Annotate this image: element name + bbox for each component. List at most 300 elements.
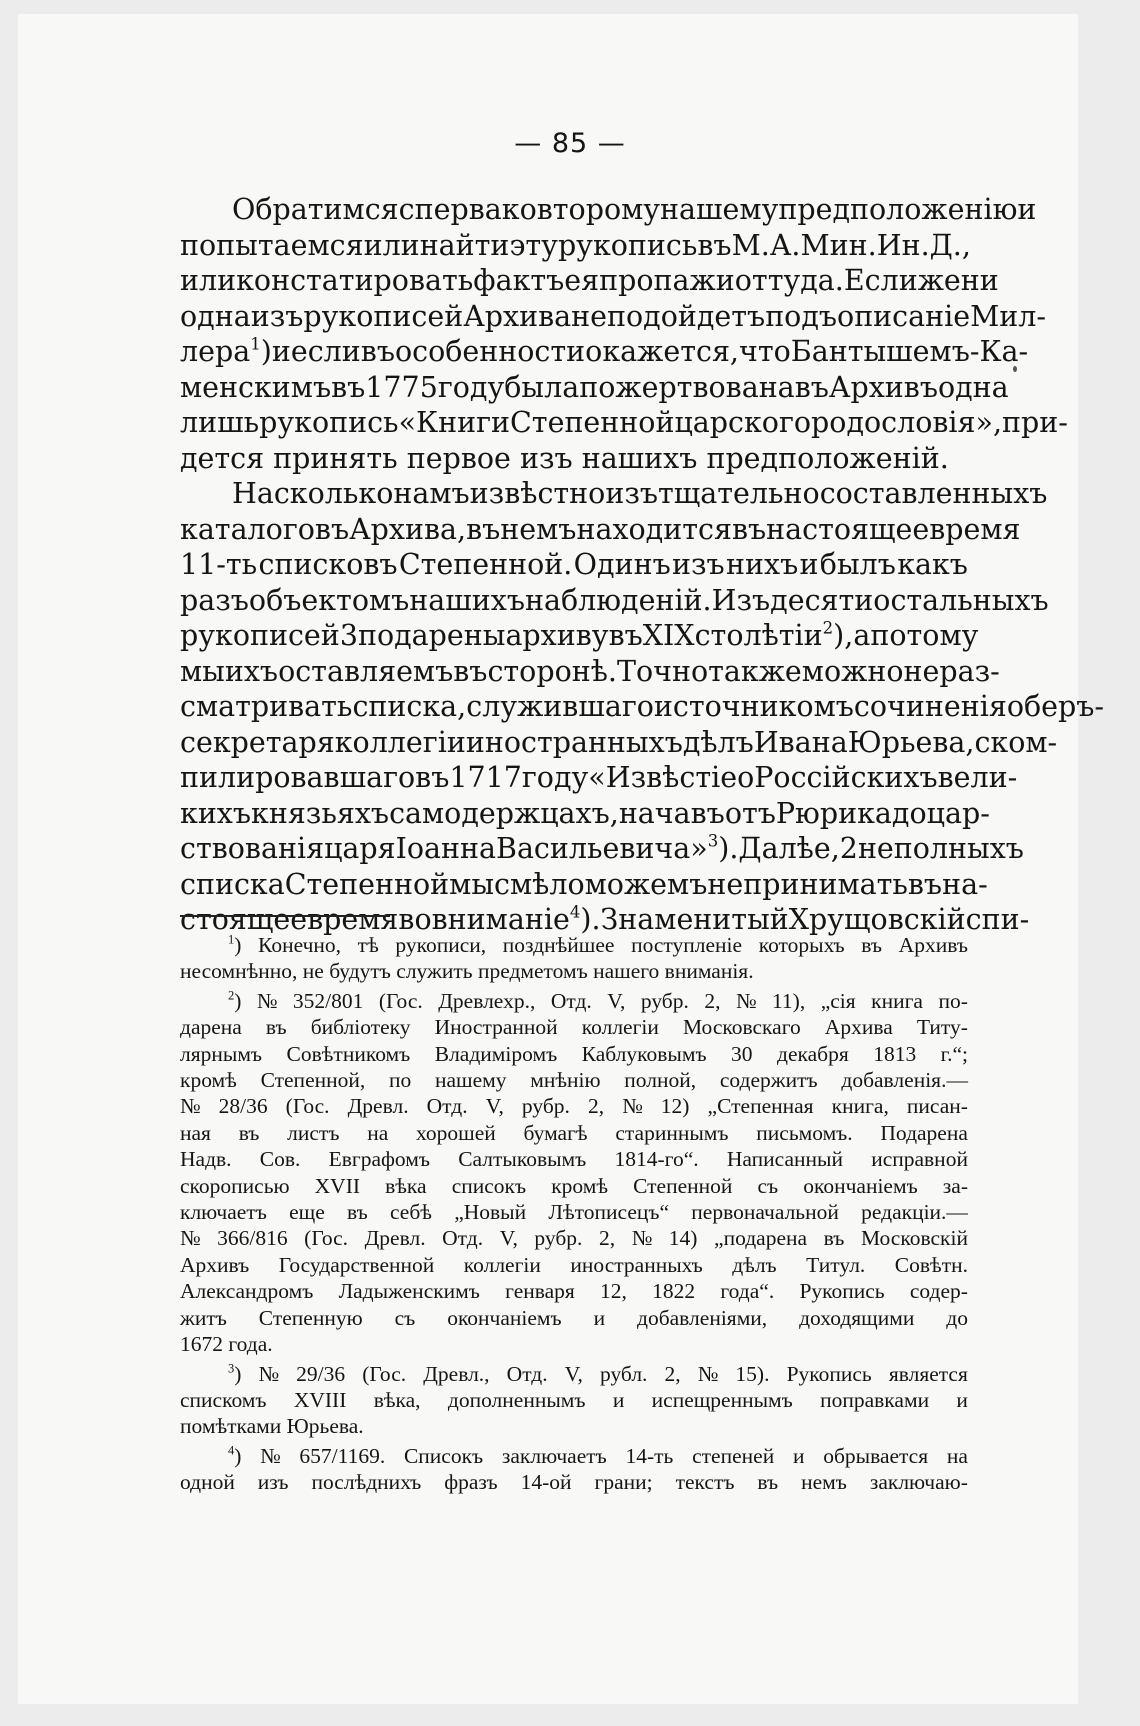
word: генваря [505, 1279, 575, 1304]
word: № [258, 1361, 280, 1386]
word: царя [324, 832, 396, 865]
word: и [593, 1305, 606, 1330]
word: до [891, 796, 927, 830]
word: можемъ [584, 867, 708, 901]
word: редакціи.— [861, 1200, 968, 1225]
word: 2, [598, 1226, 616, 1251]
word: Иностранной [434, 1015, 558, 1040]
word: время [929, 512, 1021, 546]
word: добавленіями, [637, 1305, 768, 1330]
word: ), [833, 619, 854, 652]
word: за- [942, 1173, 968, 1198]
word: Изъ [711, 583, 771, 617]
word: Московскаго [682, 1015, 801, 1040]
word: „подарена [714, 1226, 808, 1251]
word: на- [942, 867, 988, 901]
word: одной [180, 1470, 235, 1495]
word: Архива [463, 299, 572, 333]
word: 29/36 [296, 1361, 346, 1386]
word: тѣ [357, 933, 379, 957]
word: Архивъ [898, 933, 968, 957]
word: предположенію [778, 193, 1018, 226]
word: себѣ [389, 1200, 432, 1225]
word: 14-ой [520, 1470, 572, 1495]
word: и [1017, 193, 1037, 226]
word: Степенной, [260, 1068, 366, 1093]
word: Отд. [550, 988, 592, 1013]
word: архиву [505, 619, 609, 652]
word: 352/801 [292, 988, 364, 1013]
word: подъ [765, 299, 838, 333]
word: Московскій [860, 1226, 968, 1251]
word: Архивъ [180, 1252, 250, 1277]
word: не [903, 654, 940, 688]
word: смѣло [494, 867, 585, 901]
word: лера [180, 335, 251, 368]
footnote-line [180, 1146, 968, 1172]
word: 1717 [449, 761, 522, 794]
word: Степенной. [398, 548, 573, 581]
word: 2, [587, 1094, 605, 1119]
word: констатировать [236, 264, 474, 297]
word: ни [960, 264, 999, 297]
word: ) [234, 1361, 242, 1386]
word: году [437, 370, 505, 404]
word: въ [466, 512, 501, 546]
word: найти [419, 228, 510, 262]
word: № [180, 1226, 201, 1251]
body-line [180, 618, 979, 654]
word: списка [180, 867, 285, 901]
word: ная [180, 1120, 211, 1145]
word: ) [260, 335, 272, 368]
word: окажется, [585, 335, 739, 368]
word: Отд. [426, 1094, 468, 1119]
word: Отд. [442, 1226, 484, 1251]
word: принимать [743, 867, 908, 901]
word: 366/816 [217, 1226, 288, 1251]
word: рукопись [557, 228, 698, 262]
word: Степенной [284, 867, 450, 901]
word: рубр. [534, 1226, 583, 1251]
footnote-4 [180, 1443, 968, 1496]
body-line [180, 867, 988, 903]
word: Каблуковымъ [581, 1041, 707, 1066]
word: V, [485, 1094, 504, 1119]
body-line [180, 228, 971, 264]
word: библіотеку [310, 1015, 411, 1040]
body-line [180, 760, 1018, 796]
footnote-2 [180, 988, 968, 1358]
word: въ [331, 370, 366, 404]
word: 12, [600, 1279, 627, 1304]
word: Отд. [506, 1361, 548, 1386]
word: въ [415, 761, 450, 794]
word: 3 [339, 619, 358, 652]
word: въ [347, 1200, 368, 1225]
word: Древл., [423, 1361, 490, 1386]
body-line [180, 547, 968, 583]
word: является [888, 1361, 968, 1386]
word: 28/36 [218, 1094, 268, 1119]
word: оттуда. [734, 264, 844, 297]
word: родословія», [811, 406, 1003, 439]
word: Древл. [347, 1094, 409, 1119]
word: содержитъ [719, 1068, 818, 1093]
word: исправной [871, 1147, 968, 1172]
word: Рукопись [786, 1361, 872, 1386]
footnote-line [180, 1413, 968, 1439]
footnote-line [180, 1173, 968, 1199]
main-text [180, 192, 1105, 938]
word: сторонѣ. [487, 654, 617, 688]
word: 1814-го“. [614, 1147, 699, 1172]
word: въ [238, 1120, 260, 1145]
footnote-line [180, 1443, 968, 1469]
word: же [917, 264, 961, 297]
footnote-mark: 1 [250, 334, 261, 354]
word: до [946, 1305, 968, 1330]
word: оставляемъ [278, 654, 454, 688]
footnote-line [180, 1067, 968, 1093]
word: второму [536, 193, 661, 226]
word: рубл. [599, 1361, 648, 1386]
word: XVII [314, 1173, 361, 1198]
word: Бантышемъ-Ка- [790, 335, 1029, 368]
word: дополненнымъ [447, 1387, 586, 1412]
word: вѣка [385, 1173, 427, 1198]
body-line [180, 370, 1009, 406]
word: № [622, 1094, 643, 1119]
word: въ [861, 933, 883, 957]
word: XIX [642, 619, 695, 652]
word: рукописей [303, 299, 464, 333]
word: мнѣнію [530, 1068, 601, 1093]
body-line [180, 689, 1105, 725]
footnote-line [180, 1331, 968, 1357]
word: заключаю- [869, 1470, 968, 1495]
word: (Гос. [304, 1226, 349, 1251]
footnote-ref [228, 932, 241, 958]
word: добавленія.— [841, 1068, 968, 1093]
word: разъ [180, 583, 249, 617]
word: степеней [692, 1443, 775, 1468]
word: коллегіи [334, 725, 466, 759]
word: Архива, [349, 512, 467, 546]
word: Ивана [753, 725, 848, 759]
word: источникомъ [653, 690, 854, 723]
word: доходящими [799, 1305, 915, 1330]
word: письмомъ. [756, 1120, 853, 1145]
word: въ [757, 1470, 779, 1495]
word: одна [180, 299, 251, 333]
word: ихъ [224, 654, 279, 688]
word: и [956, 1387, 968, 1412]
footnote-ref [228, 988, 241, 1014]
word: тщательно [658, 477, 820, 510]
word: находится [576, 512, 732, 546]
word: кромѣ [551, 1173, 609, 1198]
word: коллегіи [463, 1252, 541, 1277]
footnote-mark: 4 [569, 902, 581, 922]
word: настоящее [766, 512, 930, 546]
word: поправками [820, 1387, 930, 1412]
word: изъ [257, 1470, 289, 1495]
word: въ [697, 228, 732, 262]
word: князьяхъ [251, 796, 390, 830]
word: 657/1169. [299, 1443, 386, 1468]
word: эту [509, 228, 558, 262]
word: и [792, 1443, 805, 1468]
word: въ [453, 654, 488, 688]
body-line [180, 299, 1047, 335]
word: полной, [624, 1068, 697, 1093]
footnote-ref [496, 831, 738, 867]
word: вѣка, [373, 1387, 421, 1412]
word: Ладыженскимъ [338, 1279, 480, 1304]
word: раз- [939, 654, 1000, 688]
footnote-mark: 4 [228, 1443, 235, 1457]
word: также [708, 654, 802, 688]
word: 2, [704, 988, 721, 1013]
body-line [180, 831, 1024, 867]
word: отъ [724, 796, 776, 830]
word: Владиміромъ [434, 1041, 558, 1066]
word: нашихъ [409, 583, 525, 617]
word: пилировавшаго [180, 761, 416, 794]
word: въ [794, 370, 829, 404]
word: царского [674, 406, 812, 439]
word: ) [234, 1443, 242, 1468]
footnote-line [180, 1387, 968, 1413]
word: въ [608, 619, 643, 652]
word: по- [938, 988, 968, 1013]
word: (Гос. [378, 988, 423, 1013]
word: V, [499, 1226, 518, 1251]
word: Юрьева, [847, 725, 975, 759]
word: № [260, 1443, 281, 1468]
word: заключаетъ [501, 1443, 607, 1468]
word: въ [265, 1015, 287, 1040]
word: декабря [777, 1041, 849, 1066]
word: 14-ть [625, 1443, 674, 1468]
word: Конечно, [258, 933, 342, 957]
word: коллегіи [581, 1015, 659, 1040]
word: одна [937, 370, 1009, 404]
word: книга, [831, 1094, 889, 1119]
word: V, [564, 1361, 583, 1386]
word: ском- [974, 725, 1058, 759]
word: стариннымъ [615, 1120, 729, 1145]
word: стоящее [180, 903, 308, 936]
word: потому [870, 619, 979, 652]
word: Степенной [510, 406, 675, 439]
word: скорописью [180, 1173, 290, 1198]
word: А. [769, 228, 801, 262]
word: 1813 [873, 1041, 917, 1066]
word: Александромъ [180, 1279, 314, 1304]
footnote-line [180, 958, 968, 984]
word: кихъ [180, 796, 252, 830]
word: спискомъ [180, 1387, 267, 1412]
body-line [180, 263, 999, 299]
word: „Степенная [707, 1094, 814, 1119]
word: фактъ [473, 264, 565, 297]
footnote-line [180, 1361, 968, 1387]
word: „Новый [454, 1200, 527, 1225]
body-line [180, 512, 1021, 548]
word: по [388, 1068, 412, 1093]
word: Подарена [880, 1120, 968, 1145]
body-line [180, 725, 1058, 761]
line-text: несомнѣнно, не будутъ служить предметомъ нашего вниманія. [180, 959, 754, 984]
word: столѣтіи [694, 619, 823, 652]
footnote-ref [228, 1443, 241, 1469]
word: V, [607, 988, 626, 1013]
word: № [256, 988, 278, 1013]
word: и [612, 1387, 625, 1412]
word: ). [580, 903, 601, 936]
word: житъ [180, 1305, 227, 1330]
word: спи- [965, 903, 1030, 936]
word: Совѣтникомъ [286, 1041, 411, 1066]
word: № [180, 1094, 201, 1119]
word: пожертвована [579, 370, 795, 404]
word: дѣлъ [682, 725, 754, 759]
word: сочиненія [853, 690, 1007, 723]
word: дѣлъ [732, 1252, 777, 1277]
word: былъ [819, 548, 896, 581]
word: Если [843, 264, 918, 297]
word: Одинъ [573, 548, 671, 581]
word: первоначальной [691, 1200, 839, 1225]
word: кромѣ [180, 1068, 237, 1093]
word: нашему [434, 1068, 507, 1093]
footnote-line [180, 1120, 968, 1146]
word: или [180, 264, 237, 297]
word: Обратимся [232, 193, 399, 226]
word: секретаря [180, 725, 335, 759]
word: (Гос. [362, 1361, 407, 1386]
word: текстъ [675, 1470, 735, 1495]
word: или [363, 228, 420, 262]
word: ко [501, 193, 537, 226]
footnote-line [180, 1469, 968, 1495]
footnote-line [180, 1041, 968, 1067]
word: Сов. [259, 1147, 301, 1172]
word: Знаменитый [600, 903, 789, 936]
word: «Извѣстіе [588, 761, 738, 794]
word: Степенную [258, 1305, 363, 1330]
word: нихъ [726, 548, 799, 581]
word: Списокъ [403, 1443, 484, 1468]
word: въ [360, 335, 395, 368]
word: Лѣтописецъ“ [548, 1200, 670, 1225]
word: цар- [926, 796, 990, 830]
word: ) [234, 933, 242, 957]
body-line [180, 405, 1068, 441]
word: Точно [616, 654, 709, 688]
word: десяти [770, 583, 874, 617]
word: Написанный [726, 1147, 843, 1172]
word: Россійскихъ [754, 761, 938, 794]
word: бумагѣ [523, 1120, 588, 1145]
word: 14) [668, 1226, 698, 1251]
word: подарены [357, 619, 506, 652]
line-text: помѣтками Юрьева. [180, 1414, 364, 1439]
word: описаніе [837, 299, 971, 333]
word: ствованія [180, 832, 325, 865]
word: Васильевича» [496, 832, 708, 865]
word: еще [289, 1200, 325, 1225]
word: списка, [352, 690, 467, 723]
footnote-gap [180, 1496, 968, 1499]
word: листъ [287, 1120, 340, 1145]
word: Рукопись [799, 1279, 885, 1304]
word: Насколько [232, 477, 394, 510]
word: изъ [250, 299, 304, 333]
word: попытаемся [180, 228, 364, 262]
word: въ [731, 512, 767, 546]
word: окончаніемъ [803, 1173, 918, 1198]
word: 2 [839, 832, 858, 865]
footnote-line [180, 1093, 968, 1119]
word: мы [449, 867, 495, 901]
word: изъ [605, 477, 659, 510]
word: мы [180, 654, 225, 688]
word: не [571, 299, 608, 333]
word: служившаго [466, 690, 654, 723]
word: 15). [735, 1361, 770, 1386]
word: позднѣйшее [502, 933, 615, 957]
word: г.“; [940, 1041, 968, 1066]
word: ). [718, 832, 739, 865]
word: 11-ть [180, 548, 258, 581]
body-line [180, 796, 990, 832]
word: Евграфомъ [328, 1147, 430, 1172]
footnote-line [180, 1278, 968, 1304]
word: Мин. [800, 228, 877, 262]
footnote-mark: 3 [228, 1360, 235, 1375]
word: Древлехр., [438, 988, 536, 1013]
word: испещреннымъ [651, 1387, 793, 1412]
word: года“. [720, 1279, 775, 1304]
word: XVIII [293, 1387, 347, 1412]
word: Д., [929, 228, 971, 262]
footnote-mark: 2 [228, 988, 235, 1003]
word: въ [907, 867, 943, 901]
word: оберъ- [1006, 690, 1105, 723]
footnote-mark: 1 [228, 932, 235, 947]
word: вниманіе [431, 903, 570, 936]
footnote-1 [180, 932, 968, 985]
word: пропажи [599, 264, 735, 297]
word: рукописей [180, 619, 340, 652]
word: въ [823, 1226, 845, 1251]
word: Архивъ [828, 370, 938, 404]
word: 11), [771, 988, 806, 1013]
word: 12) [660, 1094, 690, 1119]
footnote-line [180, 932, 968, 958]
word: время [307, 903, 399, 936]
word: намъ [393, 477, 470, 510]
word: Мил- [970, 299, 1047, 333]
word: была [504, 370, 580, 404]
word: поступленіе [631, 933, 743, 957]
word: менскимъ [180, 370, 332, 404]
word: рубр. [521, 1094, 570, 1119]
footnote-3 [180, 1361, 968, 1440]
